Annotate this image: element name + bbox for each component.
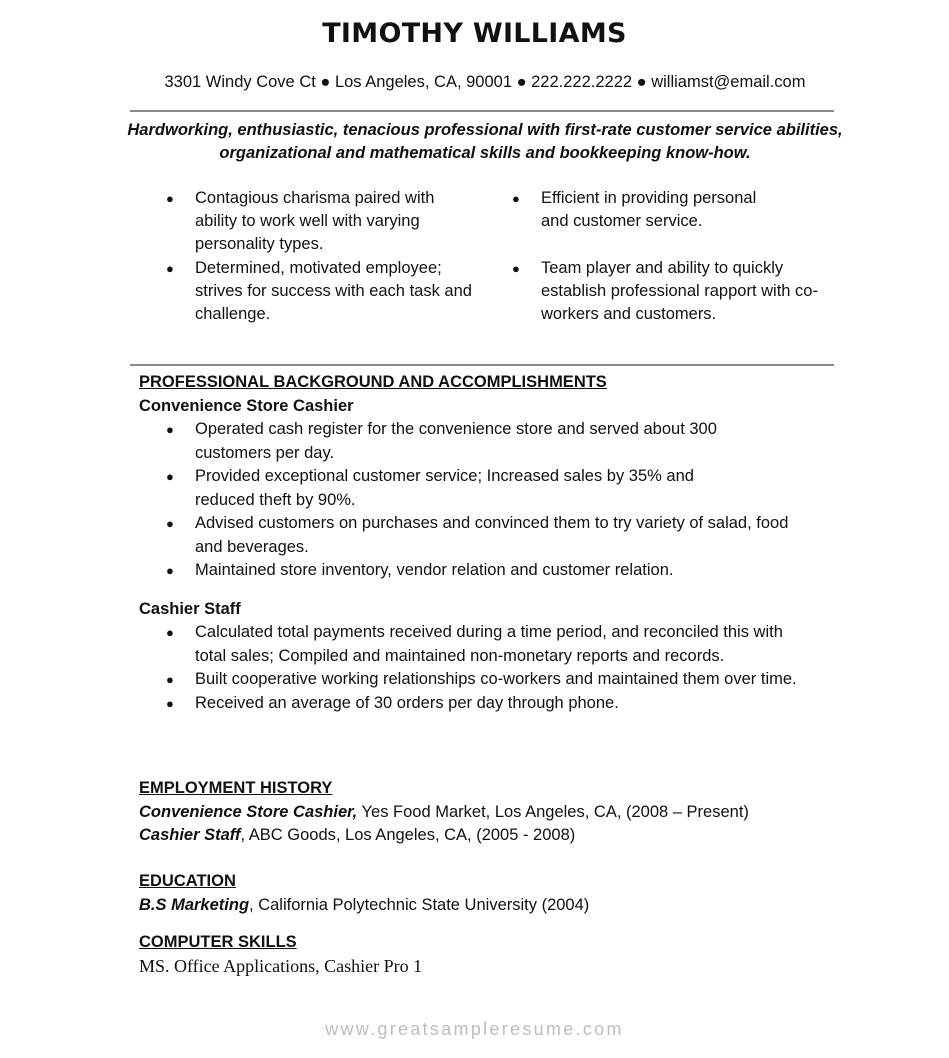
- accomplishment-text: Operated cash register for the convenience store and served about 300 customers per day.: [195, 420, 717, 462]
- job-title: Cashier Staff: [139, 599, 241, 618]
- bullet-icon: ●: [166, 672, 174, 687]
- computer-skills-section: [139, 931, 839, 978]
- section-heading: COMPUTER SKILLS: [139, 933, 297, 951]
- job-title: Convenience Store Cashier: [139, 396, 354, 415]
- section-heading: EDUCATION: [139, 872, 236, 890]
- bullet-icon: ●: [166, 516, 174, 531]
- accomplishment-text: Received an average of 30 orders per day through phone.: [195, 693, 619, 712]
- bullet-icon: ●: [166, 422, 174, 437]
- qualifications-left-column: [166, 187, 496, 327]
- list-item: [166, 668, 805, 692]
- qualification-text: Contagious charisma paired with ability to work well with varying personality types.: [195, 189, 435, 253]
- bullet-icon: ●: [166, 261, 174, 276]
- bullet-icon: ●: [512, 261, 520, 276]
- bullet-icon: ●: [166, 191, 174, 206]
- employment-entry: [139, 801, 839, 825]
- section-divider: [130, 364, 834, 366]
- bullet-icon: ●: [512, 191, 520, 206]
- accomplishment-text: Calculated total payments received during a time period, and reconciled this with total sales; Compiled and maintained non-monetary reports and records.: [195, 623, 783, 665]
- list-item: [166, 257, 485, 326]
- list-item: [166, 692, 786, 716]
- employment-title: Cashier Staff: [139, 826, 241, 844]
- accomplishment-text: Built cooperative working relationships co-workers and maintained them over time.: [195, 670, 797, 688]
- list-item: [166, 418, 756, 465]
- skills-text: MS. Office Applications, Cashier Pro 1: [139, 955, 423, 976]
- list-item: [166, 559, 795, 583]
- section-heading: PROFESSIONAL BACKGROUND AND ACCOMPLISHMENTS: [139, 373, 607, 391]
- list-item: [166, 465, 756, 512]
- summary-line-1: Hardworking, enthusiastic, tenacious professional with first-rate customer service abilities,: [127, 121, 843, 139]
- education-entry: [139, 894, 839, 918]
- bullet-icon: ●: [166, 563, 174, 578]
- degree: B.S Marketing: [139, 895, 250, 914]
- bullet-icon: ●: [166, 695, 174, 711]
- bullet-icon: ●: [166, 469, 174, 484]
- accomplishment-text: Provided exceptional customer service; Increased sales by 35% and reduced theft by 90%.: [195, 467, 694, 509]
- candidate-name: TIMOTHY WILLIAMS: [322, 18, 627, 49]
- employment-detail: Yes Food Market, Los Angeles, CA, (2008 – Present): [357, 802, 749, 821]
- list-item: [166, 621, 786, 668]
- employment-history-section: [139, 777, 839, 848]
- profile-summary: [110, 119, 860, 165]
- qualification-text: Determined, motivated employee; strives for success with each task and challenge.: [195, 259, 472, 323]
- employment-detail: , ABC Goods, Los Angeles, CA, (2005 - 2008): [240, 826, 576, 844]
- professional-background-section: [139, 371, 839, 715]
- accomplishment-text: Maintained store inventory, vendor relation and customer relation.: [195, 561, 674, 579]
- section-heading: EMPLOYMENT HISTORY: [139, 779, 333, 797]
- employment-title: Convenience Store Cashier,: [139, 802, 358, 821]
- summary-line-2: organizational and mathematical skills and bookkeeping know-how.: [219, 144, 751, 162]
- list-item: [166, 512, 795, 559]
- education-detail: , California Polytechnic State University (2004): [249, 895, 590, 914]
- education-section: [139, 870, 839, 917]
- qualification-text: Efficient in providing personal and customer service.: [541, 189, 757, 230]
- watermark: www.greatsampleresume.com: [325, 1019, 624, 1039]
- list-item: [166, 187, 455, 256]
- header-divider: [130, 110, 834, 112]
- qualification-text: Team player and ability to quickly establish professional rapport with co-workers and customers.: [541, 259, 818, 323]
- list-item: [512, 187, 771, 233]
- qualifications-right-column: [512, 187, 818, 327]
- list-item: [512, 257, 831, 326]
- employment-entry: [139, 824, 839, 848]
- accomplishment-text: Advised customers on purchases and convinced them to try variety of salad, food and beverages.: [195, 514, 789, 556]
- contact-line: 3301 Windy Cove Ct ● Los Angeles, CA, 90001 ● 222.222.2222 ● williamst@email.com: [164, 73, 806, 91]
- bullet-icon: ●: [166, 625, 174, 640]
